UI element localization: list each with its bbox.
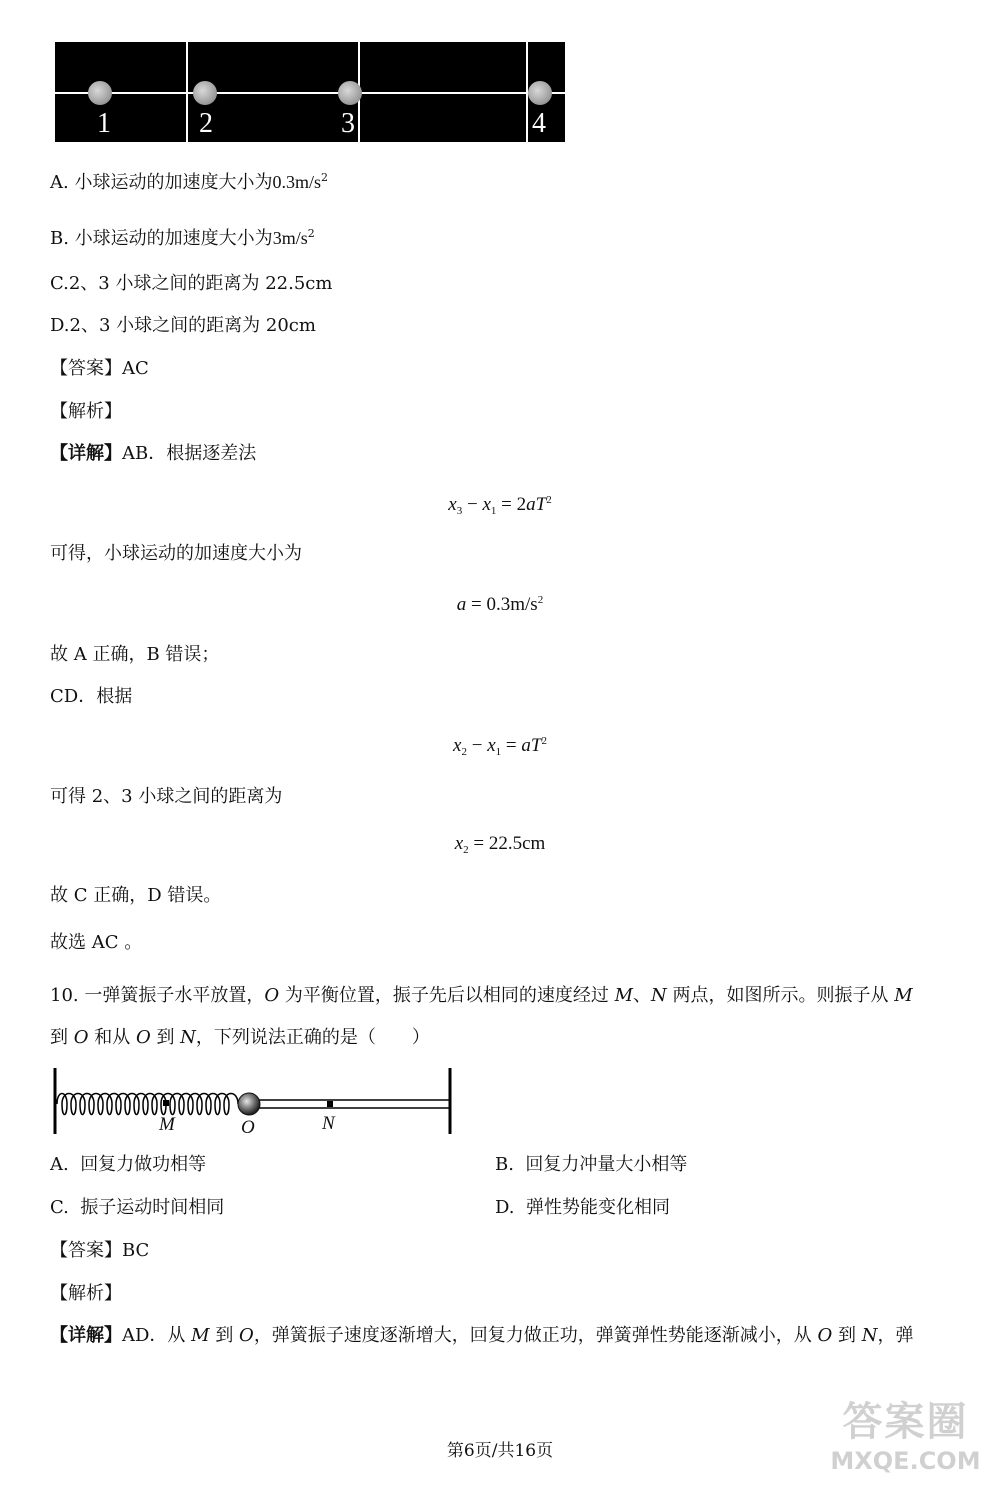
text-line: 故 C 正确，D 错误。 — [50, 885, 222, 906]
option-d: D. 弹性势能变化相同 — [495, 1197, 670, 1218]
spring — [57, 1094, 238, 1115]
option-a: A. 回复力做功相等 — [50, 1154, 207, 1175]
analysis-label: 【解析】 — [50, 1283, 122, 1304]
watermark-bottom-text: MXQE.COM — [830, 1447, 981, 1475]
label-m: M — [159, 1114, 175, 1135]
text-line: 可得，小球运动的加速度大小为 — [50, 543, 302, 564]
option-b: B. 回复力冲量大小相等 — [495, 1154, 688, 1175]
label-o: O — [241, 1117, 255, 1138]
text-line: 故 A 正确，B 错误； — [50, 644, 220, 665]
answer-label: 【答案】AC — [50, 358, 149, 379]
watermark-logo — [818, 1390, 993, 1480]
option-b: B. 小球运动的加速度大小为$3m/s^2$ — [50, 227, 315, 249]
ball-label-2: 2 — [199, 108, 213, 139]
ball-1 — [88, 81, 112, 105]
point-n-marker — [327, 1101, 333, 1107]
watermark-top-text: 答案圈 — [842, 1399, 969, 1445]
option-c: C. 振子运动时间相同 — [50, 1197, 225, 1218]
ball-label-3: 3 — [341, 108, 355, 139]
answer-label: 【答案】BC — [50, 1240, 150, 1261]
detail-paragraph: 【详解】AD．从 M 到 O，弹簧振子速度逐渐增大，回复力做正功，弹簧弹性势能逐渐减小，从 O 到 N，弹 — [50, 1325, 914, 1346]
text-line: CD．根据 — [50, 686, 133, 707]
equation-2: $a = 0.3m/s^2$ — [456, 594, 544, 615]
text-line: 可得 2、3 小球之间的距离为 — [50, 786, 283, 807]
stroboscopic-photo — [55, 42, 565, 142]
page-number: 第6页/共16页 — [446, 1441, 554, 1461]
label-n: N — [322, 1113, 335, 1134]
detail-paragraph: 【详解】AB．根据逐差法 — [50, 443, 257, 464]
text-line: 故选 AC 。 — [50, 932, 143, 953]
point-m-marker — [163, 1100, 169, 1106]
ball-4 — [528, 81, 552, 105]
ball-label-1: 1 — [97, 108, 111, 139]
spring-oscillator-figure — [50, 1066, 460, 1140]
ball-2 — [193, 81, 217, 105]
ball-3 — [338, 81, 362, 105]
oscillator-bob — [238, 1093, 260, 1115]
equation-3: $x_2 - x_1 = aT^2$ — [453, 735, 547, 758]
analysis-label: 【解析】 — [50, 401, 122, 422]
ball-label-4: 4 — [532, 108, 546, 139]
option-c: C.2、3 小球之间的距离为 22.5cm — [50, 273, 333, 294]
equation-4: $x_2 = 22.5cm$ — [454, 833, 546, 856]
option-d: D.2、3 小球之间的距离为 20cm — [50, 315, 316, 336]
equation-1: $x_3 - x_1 = 2aT^2$ — [448, 494, 552, 517]
question-10-stem-line-2: 到 O 和从 O 到 N，下列说法正确的是（ ） — [50, 1027, 430, 1048]
option-a: A. 小球运动的加速度大小为$0.3m/s^2$ — [50, 171, 328, 193]
question-10-stem-line-1: 10. 一弹簧振子水平放置，O 为平衡位置，振子先后以相同的速度经过 M、N 两点，如图所示。则振子从 M — [50, 985, 913, 1006]
track-line — [55, 92, 565, 94]
